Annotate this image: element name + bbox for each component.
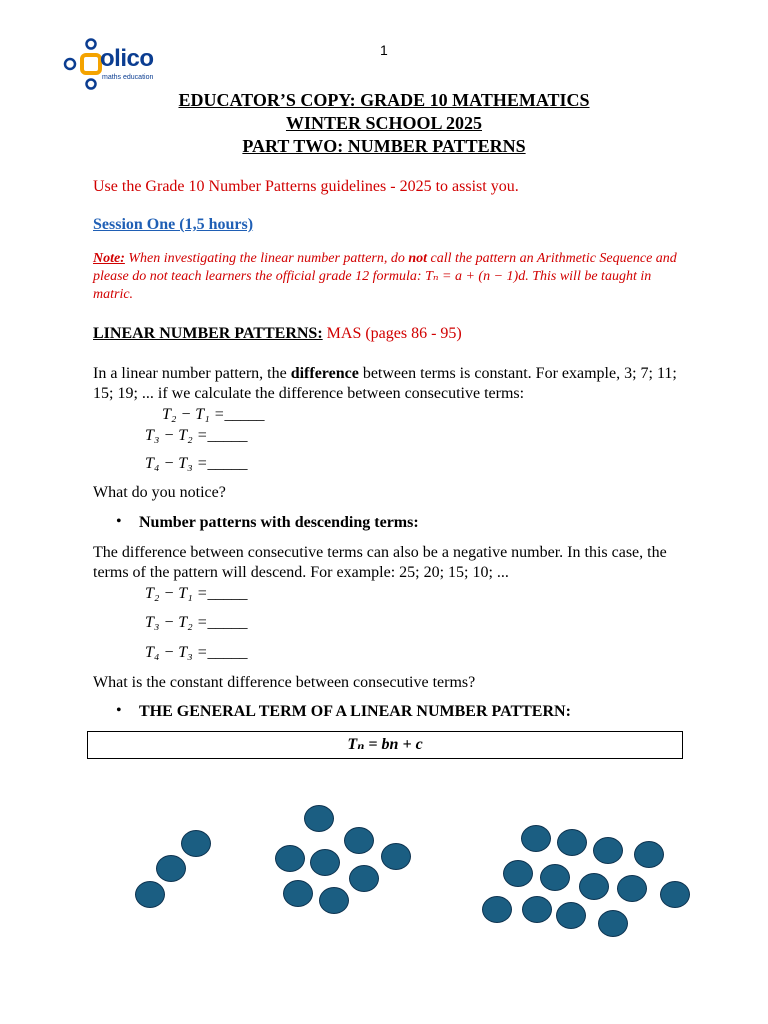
logo-tagline: maths education <box>102 74 154 81</box>
pattern-dot <box>521 825 551 852</box>
difference-line: T₄ − T₃ =_____ <box>145 455 248 472</box>
pattern-dot <box>156 855 186 882</box>
pattern-dot <box>634 841 664 868</box>
note-text-2: call the pattern an Arithmetic Sequence and please do not teach learners the official grade 12 formula: <box>93 251 677 284</box>
note-text-1: When investigating the linear number pattern, do <box>124 251 409 266</box>
pattern-dot <box>181 830 211 857</box>
difference-line: T₂ − T₁ =_____ <box>162 406 265 423</box>
bullet-icon: • <box>116 513 122 530</box>
pattern-dot <box>135 881 165 908</box>
descending-paragraph: The difference between consecutive terms can also be a negative number. In this case, the terms of the pattern will descend. For example: 25; 20; 15; 10; ... <box>93 544 667 581</box>
section-heading-ref: MAS (pages 86 - 95) <box>322 325 462 342</box>
intro-text-1: In a linear number pattern, the <box>93 365 291 382</box>
difference-line: T₂ − T₁ =_____ <box>145 585 248 602</box>
pattern-dot <box>617 875 647 902</box>
logo-text: olico <box>100 45 154 72</box>
title-line-1: EDUCATOR’S COPY: GRADE 10 MATHEMATICS <box>178 90 590 110</box>
educator-note <box>93 250 693 304</box>
bullet-descending-heading: Number patterns with descending terms: <box>139 514 419 531</box>
difference-line: T₃ − T₂ =_____ <box>145 614 248 631</box>
pattern-dot <box>310 849 340 876</box>
note-bold-word: not <box>408 251 428 266</box>
title-line-2: WINTER SCHOOL 2025 <box>285 113 483 133</box>
pattern-dot <box>579 873 609 900</box>
bullet-general-term-heading: THE GENERAL TERM OF A LINEAR NUMBER PATTERN: <box>139 703 571 720</box>
intro-bold-word: difference <box>290 365 359 382</box>
bullet-icon: • <box>116 702 122 719</box>
guideline-text: Use the Grade 10 Number Patterns guidelines - 2025 to assist you. <box>93 178 519 195</box>
pattern-dot <box>593 837 623 864</box>
session-heading: Session One (1,5 hours) <box>93 216 254 233</box>
intro-text-2: between terms is constant. For example, 3; 7; 11; 15; 19; ... if we calculate the difference between consecutive terms: <box>93 365 677 402</box>
pattern-dot <box>319 887 349 914</box>
section-heading-label: LINEAR NUMBER PATTERNS: <box>93 325 323 342</box>
question-notice: What do you notice? <box>93 484 226 501</box>
note-label: Note: <box>93 251 125 266</box>
pattern-dot <box>522 896 552 923</box>
difference-line: T₃ − T₂ =_____ <box>145 427 248 444</box>
question-constant-difference: What is the constant difference between consecutive terms? <box>93 674 476 691</box>
pattern-dot <box>557 829 587 856</box>
difference-line: T₄ − T₃ =_____ <box>145 644 248 661</box>
pattern-dot <box>598 910 628 937</box>
olico-logo <box>60 36 170 96</box>
logo-mark-icon <box>60 36 104 96</box>
general-term-formula: Tₙ = bn + c <box>87 731 683 759</box>
section-heading <box>93 324 693 344</box>
pattern-dot <box>660 881 690 908</box>
pattern-dot <box>344 827 374 854</box>
pattern-dot <box>283 880 313 907</box>
pattern-dot <box>556 902 586 929</box>
pattern-dot <box>275 845 305 872</box>
dot-pattern-figure <box>0 790 768 950</box>
pattern-dot <box>482 896 512 923</box>
pattern-dot <box>304 805 334 832</box>
title-line-3: PART TWO: NUMBER PATTERNS <box>242 136 526 156</box>
pattern-dot <box>349 865 379 892</box>
note-formula: Tₙ = a + (n − 1)d <box>425 269 526 284</box>
pattern-dot <box>503 860 533 887</box>
intro-paragraph <box>93 364 693 404</box>
page-number: 1 <box>380 42 388 58</box>
note-text-3: . This will be taught in matric. <box>93 269 652 302</box>
pattern-dot <box>381 843 411 870</box>
pattern-dot <box>540 864 570 891</box>
